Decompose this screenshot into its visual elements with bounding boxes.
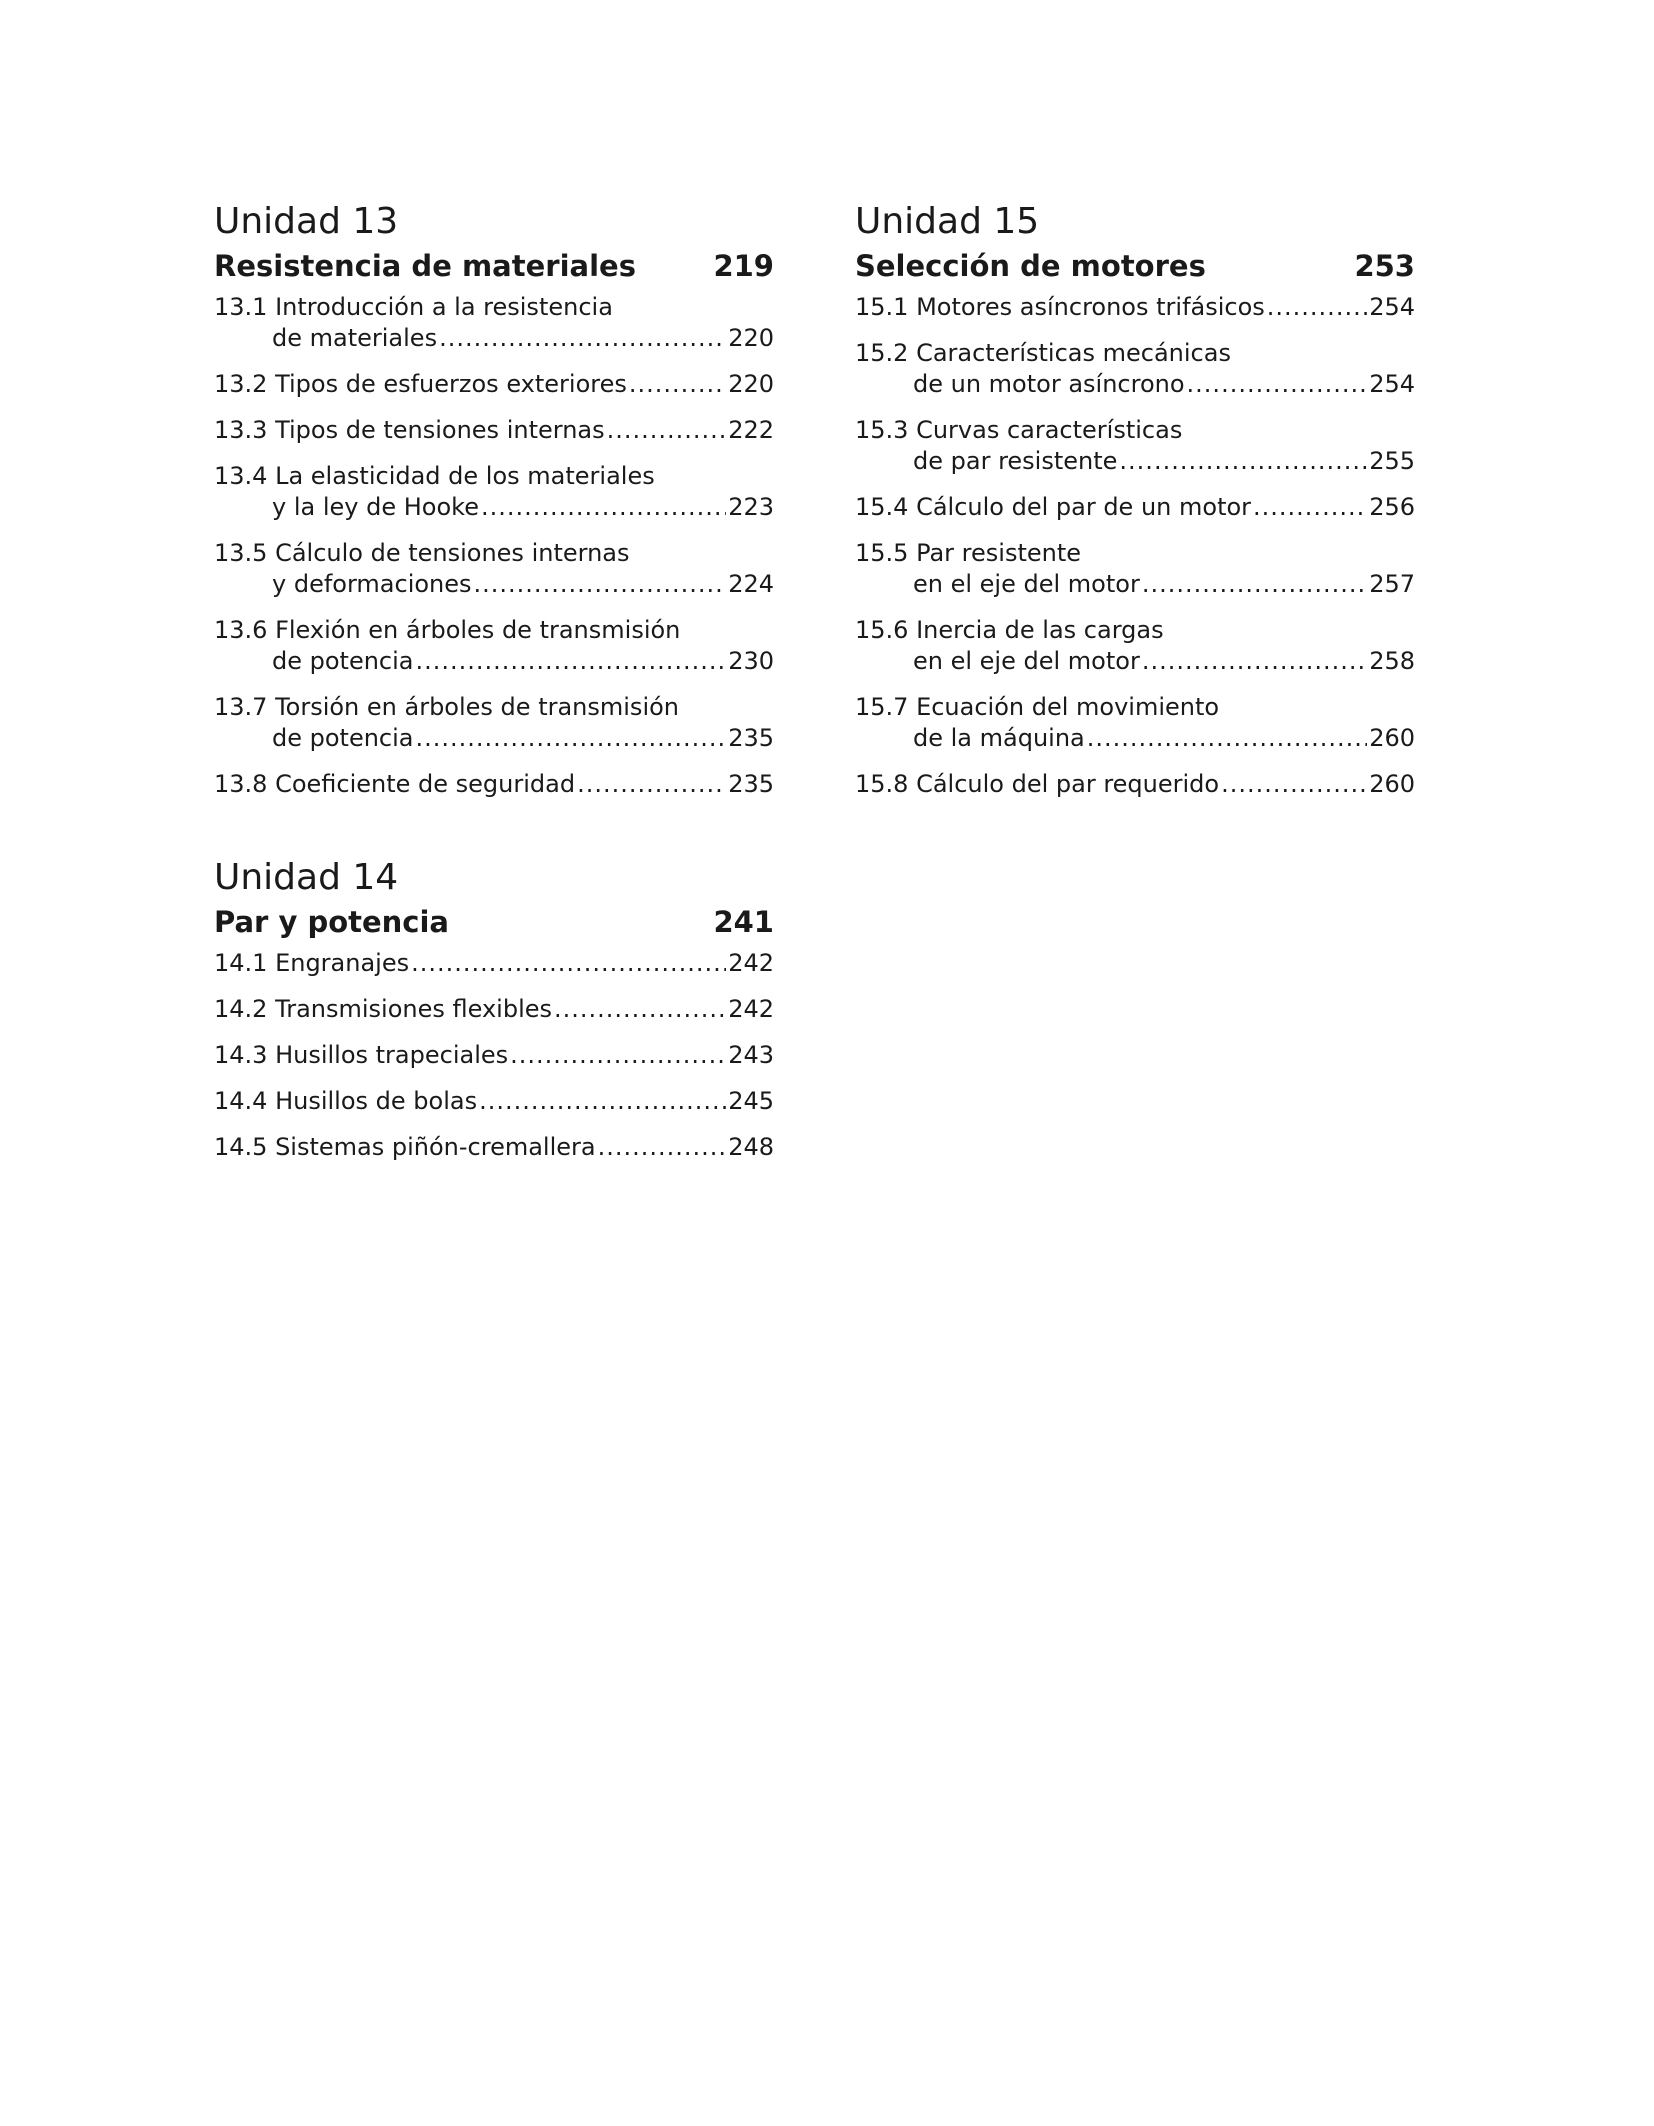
toc-entry-page: 230 xyxy=(728,647,774,675)
unit-13-section xyxy=(214,202,774,815)
toc-entry[interactable] xyxy=(214,1086,774,1117)
toc-entry-title: 14.1 Engranajes xyxy=(214,949,410,977)
toc-entry[interactable] xyxy=(855,615,1415,677)
toc-entry-title: 15.8 Cálculo del par requerido xyxy=(855,770,1220,798)
unit-label: Unidad 13 xyxy=(214,201,399,242)
unit-title: Resistencia de materiales xyxy=(214,249,636,283)
toc-entry-page: 222 xyxy=(728,416,774,444)
toc-entry[interactable] xyxy=(214,948,774,979)
toc-entry-title-cont: de potencia xyxy=(272,647,414,675)
toc-entry-title: 15.1 Motores asíncronos trifásicos xyxy=(855,293,1265,321)
toc-entry[interactable] xyxy=(214,692,774,754)
unit-label: Unidad 14 xyxy=(214,857,399,898)
unit-title: Par y potencia xyxy=(214,905,450,939)
toc-entry[interactable] xyxy=(855,769,1415,800)
toc-entry-title-cont: en el eje del motor xyxy=(913,570,1140,598)
toc-entry-title: 13.3 Tipos de tensiones internas xyxy=(214,416,605,444)
toc-entry-page: 258 xyxy=(1369,647,1415,675)
leader-dots xyxy=(554,994,726,1025)
leader-dots xyxy=(1142,569,1367,600)
unit-heading xyxy=(214,904,774,940)
toc-entry[interactable] xyxy=(214,615,774,677)
toc-entry-title: 13.1 Introducción a la resistencia xyxy=(214,293,613,321)
leader-dots xyxy=(577,769,726,800)
toc-entry-page: 254 xyxy=(1369,293,1415,321)
toc-entry[interactable] xyxy=(214,292,774,354)
toc-entry[interactable] xyxy=(214,1132,774,1163)
toc-entry-title-cont: de potencia xyxy=(272,724,414,752)
leader-dots xyxy=(1142,646,1367,677)
toc-entry[interactable] xyxy=(214,461,774,523)
toc-entry-title: 13.7 Torsión en árboles de transmisión xyxy=(214,693,679,721)
toc-entry[interactable] xyxy=(214,538,774,600)
leader-dots xyxy=(510,1040,726,1071)
toc-entry-page: 254 xyxy=(1369,370,1415,398)
toc-entry[interactable] xyxy=(214,415,774,446)
toc-list xyxy=(214,292,774,800)
leader-dots xyxy=(474,569,727,600)
toc-entry-page: 242 xyxy=(728,995,774,1023)
unit-title: Selección de motores xyxy=(855,249,1206,283)
toc-entry[interactable] xyxy=(214,994,774,1025)
leader-dots xyxy=(1087,723,1367,754)
toc-entry-title: 15.4 Cálculo del par de un motor xyxy=(855,493,1252,521)
toc-entry-title: 13.2 Tipos de esfuerzos exteriores xyxy=(214,370,627,398)
toc-entry-title: 13.5 Cálculo de tensiones internas xyxy=(214,539,630,567)
toc-entry[interactable] xyxy=(855,492,1415,523)
toc-entry-title-cont: y deformaciones xyxy=(272,570,472,598)
leader-dots xyxy=(416,723,727,754)
toc-entry[interactable] xyxy=(214,369,774,400)
toc-entry-title: 15.5 Par resistente xyxy=(855,539,1082,567)
toc-entry[interactable] xyxy=(214,769,774,800)
unit-14-section xyxy=(214,858,774,1178)
toc-entry-page: 223 xyxy=(728,493,774,521)
toc-entry-title: 13.6 Flexión en árboles de transmisión xyxy=(214,616,681,644)
toc-entry-title: 14.4 Husillos de bolas xyxy=(214,1087,478,1115)
toc-entry-title-cont: de par resistente xyxy=(913,447,1118,475)
leader-dots xyxy=(416,646,727,677)
toc-list xyxy=(855,292,1415,800)
leader-dots xyxy=(629,369,726,400)
toc-entry-title: 15.2 Características mecánicas xyxy=(855,339,1231,367)
toc-entry-title-cont: y la ley de Hooke xyxy=(272,493,479,521)
leader-dots xyxy=(1187,369,1368,400)
toc-entry-title: 14.5 Sistemas piñón-cremallera xyxy=(214,1133,596,1161)
toc-entry-title: 15.7 Ecuación del movimiento xyxy=(855,693,1220,721)
toc-entry-title: 14.3 Husillos trapeciales xyxy=(214,1041,509,1069)
toc-entry[interactable] xyxy=(855,538,1415,600)
toc-entry-page: 255 xyxy=(1369,447,1415,475)
unit-heading xyxy=(855,248,1415,284)
toc-entry-page: 220 xyxy=(728,324,774,352)
toc-entry-title: 15.6 Inercia de las cargas xyxy=(855,616,1164,644)
leader-dots xyxy=(481,492,726,523)
toc-entry[interactable] xyxy=(214,1040,774,1071)
leader-dots xyxy=(1119,446,1367,477)
toc-entry-page: 257 xyxy=(1369,570,1415,598)
leader-dots xyxy=(1253,492,1367,523)
unit-heading xyxy=(214,248,774,284)
toc-entry-page: 220 xyxy=(728,370,774,398)
toc-entry-title-cont: en el eje del motor xyxy=(913,647,1140,675)
toc-entry-title-cont: de un motor asíncrono xyxy=(913,370,1185,398)
leader-dots xyxy=(607,415,727,446)
leader-dots xyxy=(439,323,726,354)
toc-entry-page: 260 xyxy=(1369,724,1415,752)
unit-page: 241 xyxy=(713,905,774,939)
toc-entry-page: 224 xyxy=(728,570,774,598)
toc-entry-title: 15.3 Curvas características xyxy=(855,416,1183,444)
leader-dots xyxy=(598,1132,727,1163)
toc-entry[interactable] xyxy=(855,292,1415,323)
toc-entry-page: 242 xyxy=(728,949,774,977)
toc-entry-page: 235 xyxy=(728,770,774,798)
unit-page: 253 xyxy=(1354,249,1415,283)
leader-dots xyxy=(1221,769,1367,800)
toc-entry-title: 13.8 Coeficiente de seguridad xyxy=(214,770,576,798)
unit-page: 219 xyxy=(713,249,774,283)
leader-dots xyxy=(1267,292,1367,323)
toc-list xyxy=(214,948,774,1163)
toc-entry[interactable] xyxy=(855,338,1415,400)
toc-entry[interactable] xyxy=(855,692,1415,754)
toc-entry-page: 243 xyxy=(728,1041,774,1069)
toc-entry[interactable] xyxy=(855,415,1415,477)
leader-dots xyxy=(411,948,726,979)
toc-entry-page: 248 xyxy=(728,1133,774,1161)
toc-entry-page: 260 xyxy=(1369,770,1415,798)
toc-entry-title: 13.4 La elasticidad de los materiales xyxy=(214,462,655,490)
leader-dots xyxy=(479,1086,726,1117)
toc-entry-title: 14.2 Transmisiones flexibles xyxy=(214,995,553,1023)
toc-entry-page: 256 xyxy=(1369,493,1415,521)
toc-entry-title-cont: de la máquina xyxy=(913,724,1085,752)
toc-entry-page: 235 xyxy=(728,724,774,752)
unit-15-section xyxy=(855,202,1415,815)
toc-entry-page: 245 xyxy=(728,1087,774,1115)
toc-entry-title-cont: de materiales xyxy=(272,324,438,352)
unit-label: Unidad 15 xyxy=(855,201,1040,242)
